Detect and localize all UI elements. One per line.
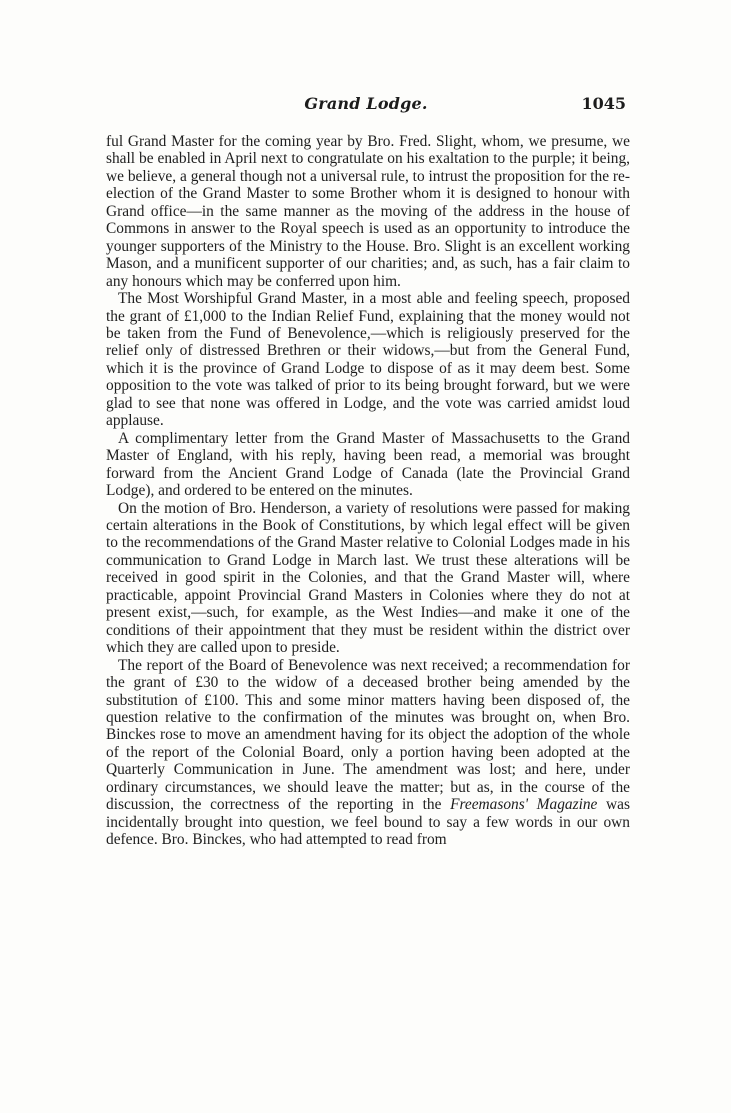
magazine-title: Freemasons' Magazine	[450, 796, 598, 814]
body-text	[106, 133, 630, 849]
running-title: Grand Lodge.	[304, 94, 428, 113]
paragraph-5-tail: was incidentally brought into question, we feel bound to say a few words in our own defence. Bro. Binckes, who had attempted to read from	[106, 796, 630, 849]
paragraph-4: On the motion of Bro. Henderson, a variety of resolutions were passed for making certain alterations in the Book of Constitutions, by which legal effect will be given to the recommendations of the Grand Master relative to Colonial Lodges made in his communication to Grand Lodge in March last. We trust these alterations will be received in good spirit in the Colonies, and that the Grand Master will, where practicable, appoint Provincial Grand Masters in Colonies where they do not at present exist,—such, for example, as the West Indies—and make it one of the conditions of their appointment that they must be resident within the district over which they are called upon to preside.	[106, 499, 630, 657]
paragraph-5-text: The report of the Board of Benevolence was next received; a recommendation for the grant of £30 to the widow of a deceased brother being amended by the substitution of £100. This and some minor matters having been disposed of, the question relative to the confirmation of the minutes was brought on, when Bro. Binckes rose to move an amendment having for its object the adoption of the whole of the report of the Colonial Board, only a portion having been adopted at the Quarterly Communication in June. The amendment was lost; and here, under ordinary circumstances, we should leave the matter; but as, in the course of the discussion, the correctness of the reporting in the	[106, 656, 630, 814]
paragraph-1: ful Grand Master for the coming year by Bro. Fred. Slight, whom, we presume, we shall be enabled in April next to congratulate on his exaltation to the purple; it being, we believe, a general though not a universal rule, to intrust the proposition for the re-election of the Grand Master to some Brother whom it is designed to honour with Grand office—in the same manner as the moving of the address in the house of Commons in answer to the Royal speech is used as an opportunity to introduce the younger supporters of the Ministry to the House. Bro. Slight is an excellent working Mason, and a munificent supporter of our charities; and, as such, has a fair claim to any honours which may be conferred upon him.	[106, 133, 630, 290]
running-head	[106, 94, 626, 118]
paragraph-3: A complimentary letter from the Grand Master of Massachusetts to the Grand Master of England, with his reply, having been read, a memorial was brought forward from the Ancient Grand Lodge of Canada (late the Provincial Grand Lodge), and ordered to be entered on the minutes.	[106, 429, 630, 500]
paragraph-5	[106, 657, 630, 849]
page-number: 1045	[581, 94, 626, 113]
paragraph-2: The Most Worshipful Grand Master, in a most able and feeling speech, proposed the grant of £1,000 to the Indian Relief Fund, explaining that the money would not be taken from the Fund of Benevolence,—which is religiously preserved for the relief only of distressed Brethren or their widows,—but from the General Fund, which it is the province of Grand Lodge to dispose of as it may deem best. Some opposition to the vote was talked of prior to its being brought forward, but we were glad to see that none was offered in Lodge, and the vote was carried amidst loud applause.	[106, 290, 630, 430]
